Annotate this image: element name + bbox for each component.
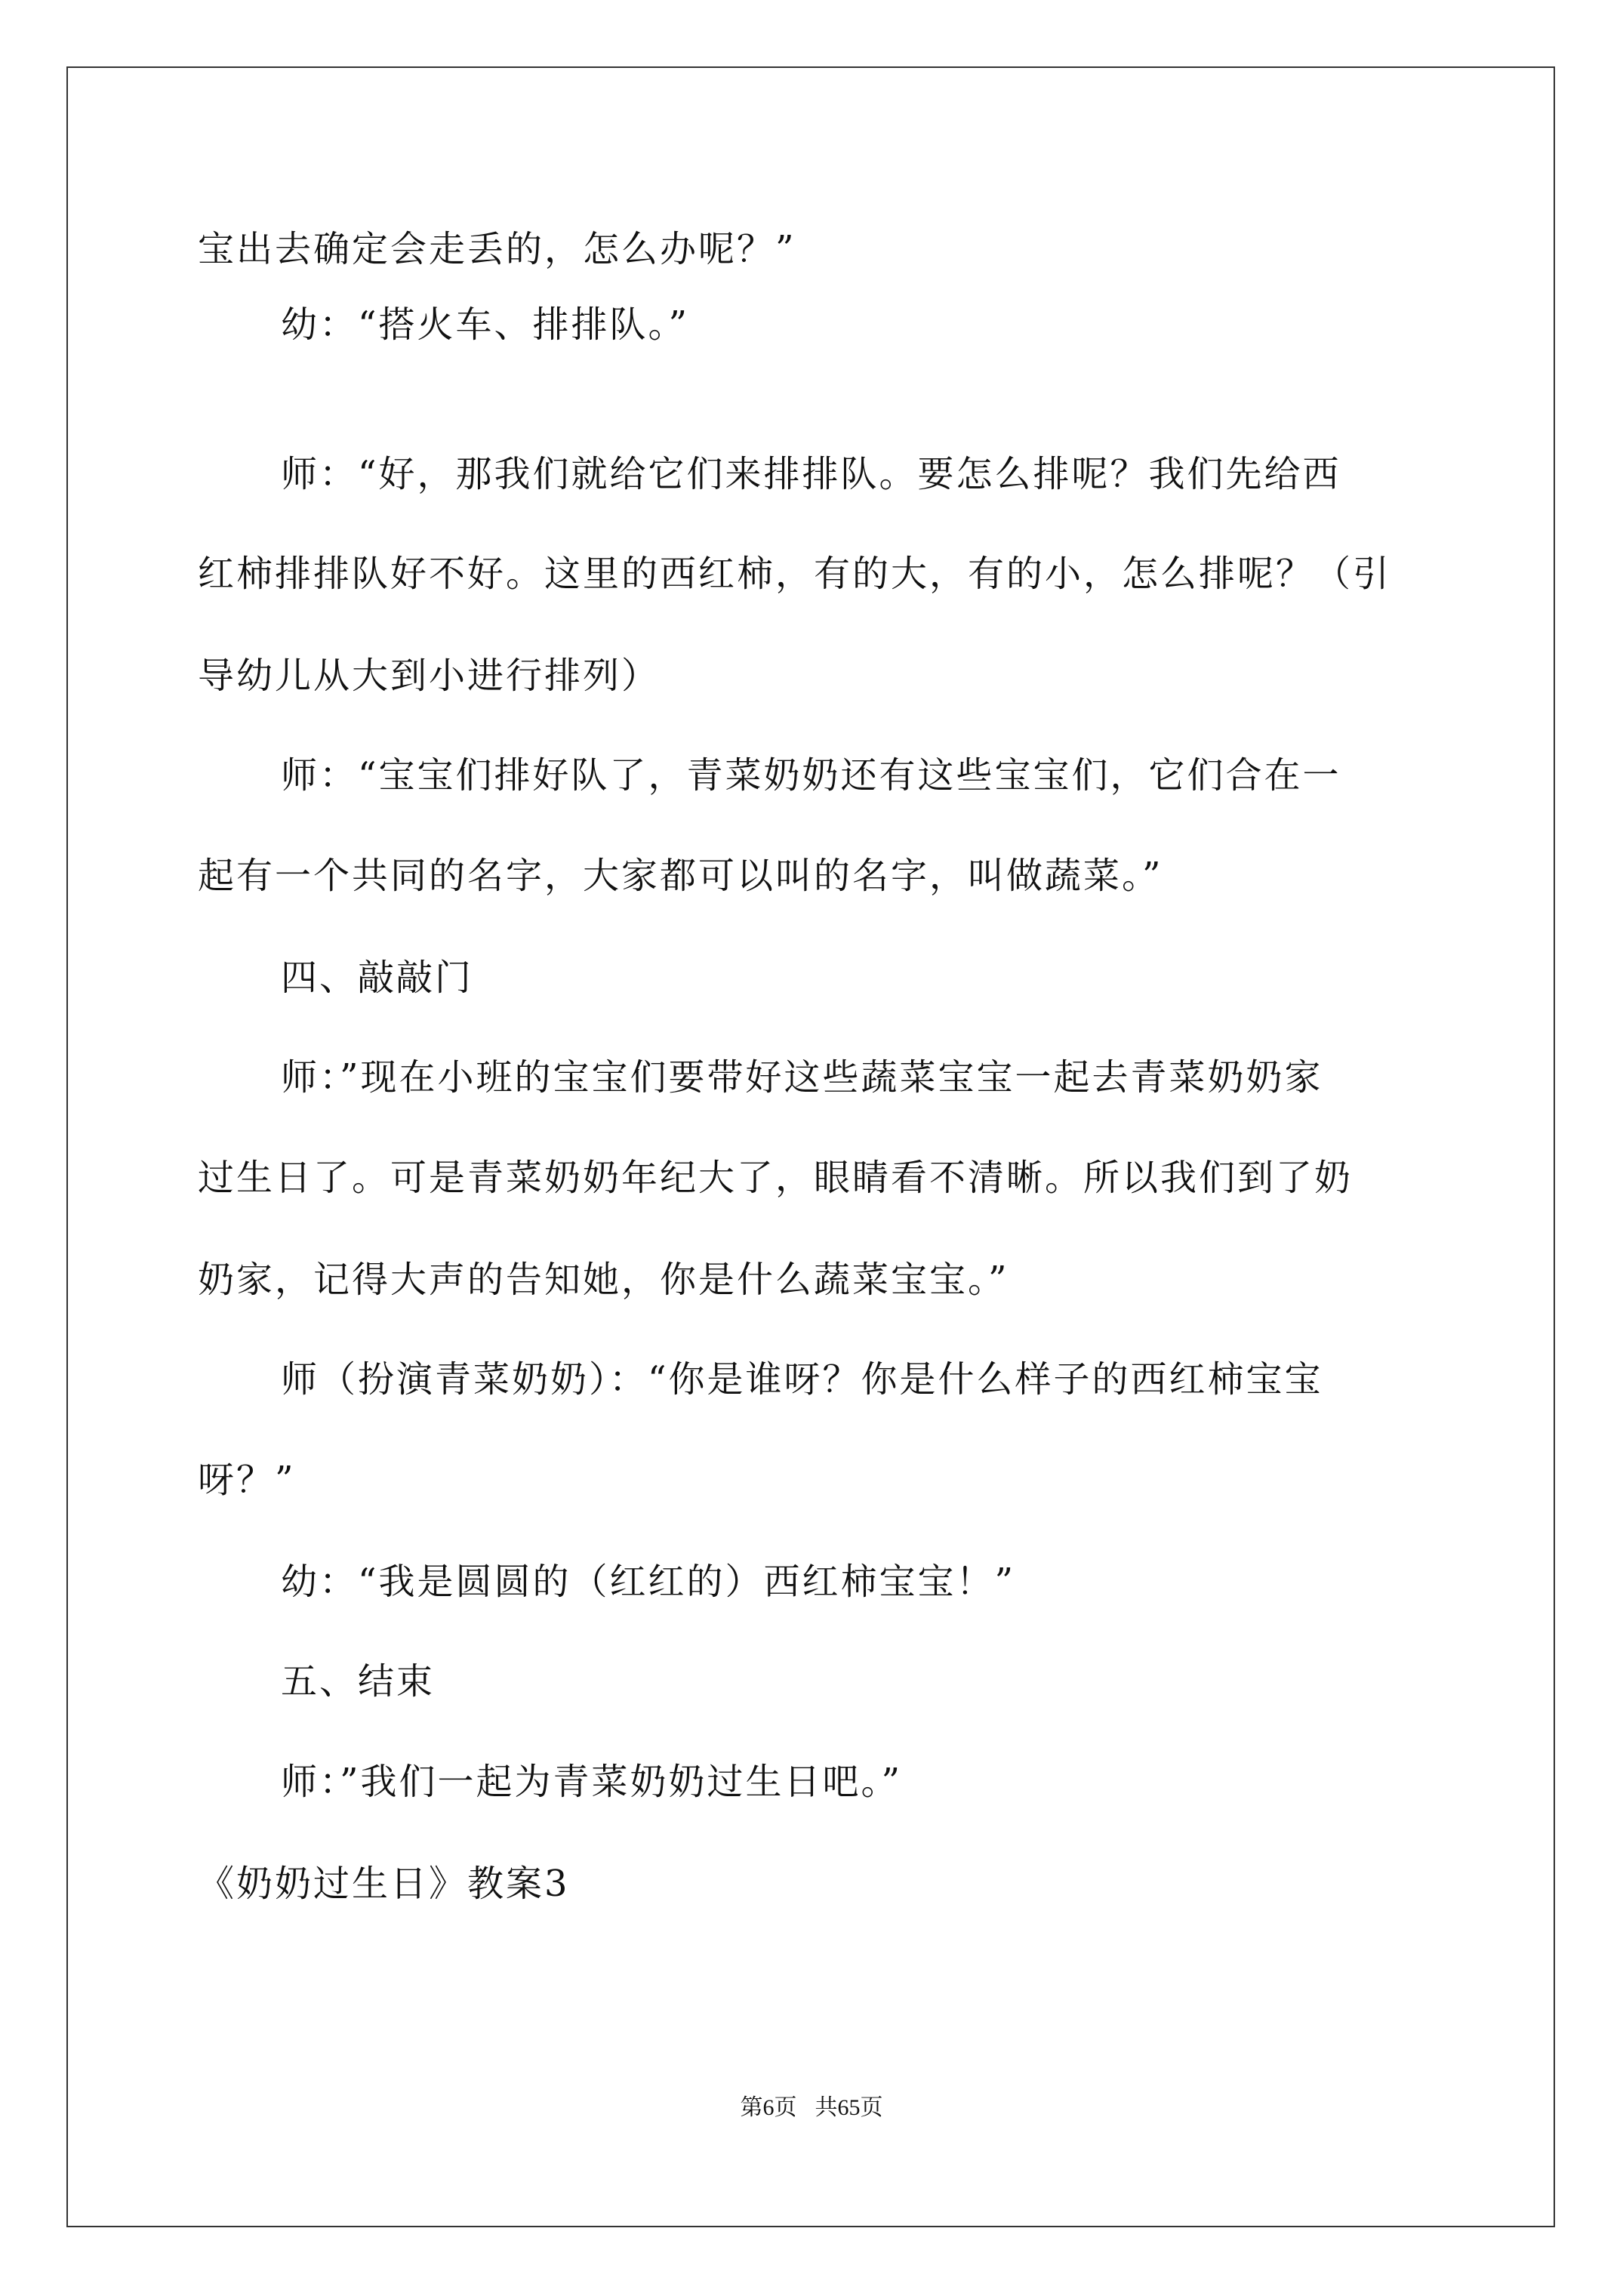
paragraph-line: 呀？” bbox=[198, 1459, 296, 1501]
paragraph-line: 起有一个共同的名字，大家都可以叫的名字，叫做蔬菜。” bbox=[198, 855, 1163, 897]
page-footer bbox=[0, 2093, 1623, 2123]
paragraph-line: 师：”我们一起为青菜奶奶过生日吧。” bbox=[281, 1761, 903, 1803]
paragraph-line: 师：“宝宝们排好队了，青菜奶奶还有这些宝宝们，它们合在一 bbox=[281, 754, 1341, 797]
paragraph-line: 红柿排排队好不好。这里的西红柿，有的大，有的小，怎么排呢？（引 bbox=[198, 553, 1392, 595]
section-heading: 五、结束 bbox=[281, 1660, 436, 1703]
paragraph-line: 幼：“我是圆圆的（红红的）西红柿宝宝！” bbox=[281, 1561, 1016, 1603]
page-total: 共65页 bbox=[815, 2095, 883, 2120]
paragraph-line: 师：“好，那我们就给它们来排排队。要怎么排呢？我们先给西 bbox=[281, 453, 1341, 495]
paragraph-line: 宝出去确定会走丢的，怎么办呢？” bbox=[198, 228, 796, 270]
page-number: 第6页 bbox=[740, 2095, 797, 2120]
section-heading: 四、敲敲门 bbox=[281, 957, 474, 999]
paragraph-line: 过生日了。可是青菜奶奶年纪大了，眼睛看不清晰。所以我们到了奶 bbox=[198, 1157, 1354, 1199]
paragraph-line: 师：”现在小班的宝宝们要带好这些蔬菜宝宝一起去青菜奶奶家 bbox=[281, 1056, 1323, 1099]
document-title: 《奶奶过生日》教案3 bbox=[198, 1863, 570, 1905]
paragraph-line: 师（扮演青菜奶奶）：“你是谁呀？你是什么样子的西红柿宝宝 bbox=[281, 1358, 1323, 1401]
paragraph-line: 奶家，记得大声的告知她，你是什么蔬菜宝宝。” bbox=[198, 1259, 1009, 1301]
paragraph-line: 幼：“搭火车、排排队。” bbox=[281, 304, 690, 346]
paragraph-line: 导幼儿从大到小进行排列） bbox=[198, 655, 661, 697]
